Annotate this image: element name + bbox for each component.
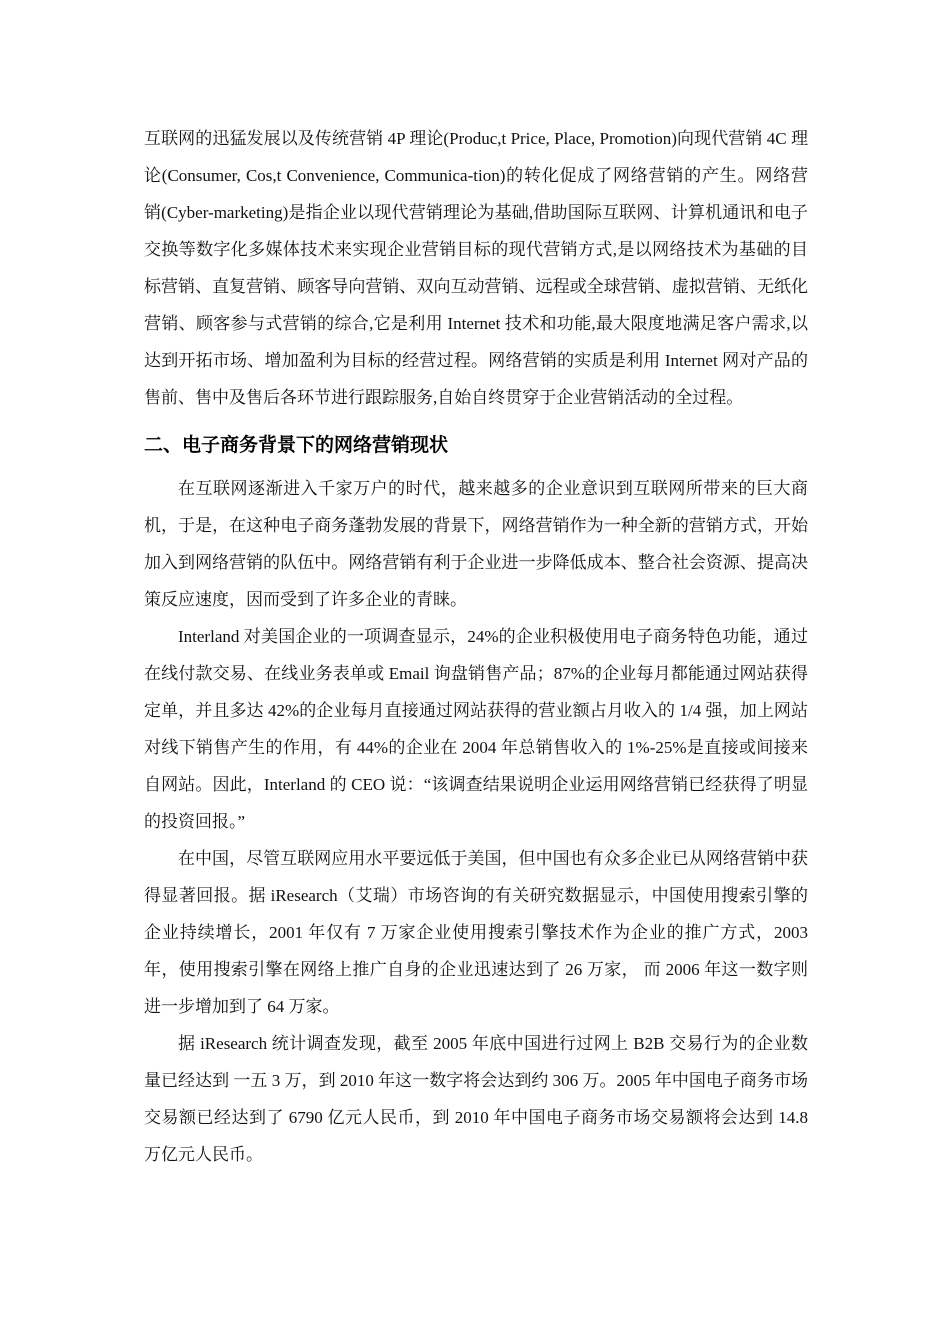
paragraph-background: 在互联网逐渐进入千家万户的时代，越来越多的企业意识到互联网所带来的巨大商机，于是，在这种电子商务蓬勃发展的背景下，网络营销作为一种全新的营销方式，开始加入到网络营销的队伍中。网络营销有利于企业进一步降低成本、整合社会资源、提高决策反应速度，因而受到了许多企业的青睐。 bbox=[144, 479, 808, 609]
section-heading: 二、电子商务背景下的网络营销现状 bbox=[144, 434, 449, 456]
paragraph-china-search: 在中国，尽管互联网应用水平要远低于美国，但中国也有众多企业已从网络营销中获得显著回报。据 iResearch（艾瑞）市场咨询的有关研究数据显示，中国使用搜索引擎的企业持续增长，2001 年仅有 7 万家企业使用搜索引擎技术作为企业的推广方式，2003 年，使用搜索引擎在网络上推广自身的企业迅速达到了 26 万家， 而 2006 年这一数字则进一步增加到了 64 万家。 bbox=[144, 849, 808, 1016]
paragraph-iresearch-b2b: 据 iResearch 统计调查发现，截至 2005 年底中国进行过网上 B2B 交易行为的企业数量已经达到 一五 3 万，到 2010 年这一数字将会达到约 306 万。2005 年中国电子商务市场交易额已经达到了 6790 亿元人民币，到 2010 年中国电子商务市场交易额将会达到 14.8 万亿元人民币。 bbox=[144, 1034, 808, 1164]
intro-paragraph: 互联网的迅猛发展以及传统营销 4P 理论(Produc,t Price, Place, Promotion)向现代营销 4C 理论(Consumer, Cos,t Convenience, Communica-tion)的转化促成了网络营销的产生。网络营销(Cyber-marketing)是指企业以现代营销理论为基础,借助国际互联网、计算机通讯和电子交换等数字化多媒体技术来实现企业营销目标的现代营销方式,是以网络技术为基础的目标营销、直复营销、顾客导向营销、双向互动营销、远程或全球营销、虚拟营销、无纸化营销、顾客参与式营销的综合,它是利用 Internet 技术和功能,最大限度地满足客户需求,以达到开拓市场、增加盈利为目标的经营过程。网络营销的实质是利用 Internet 网对产品的售前、售中及售后各环节进行跟踪服务,自始自终贯穿于企业营销活动的全过程。 bbox=[144, 129, 808, 407]
document-body bbox=[144, 120, 808, 1173]
paragraph-interland-survey: Interland 对美国企业的一项调查显示，24%的企业积极使用电子商务特色功能，通过在线付款交易、在线业务表单或 Email 询盘销售产品；87%的企业每月都能通过网站获得定单，并且多达 42%的企业每月直接通过网站获得的营业额占月收入的 1/4 强，加上网站对线下销售产生的作用，有 44%的企业在 2004 年总销售收入的 1%-25%是直接或间接来自网站。因此，Interland 的 CEO 说：“该调查结果说明企业运用网络营销已经获得了明显的投资回报。” bbox=[144, 627, 808, 831]
